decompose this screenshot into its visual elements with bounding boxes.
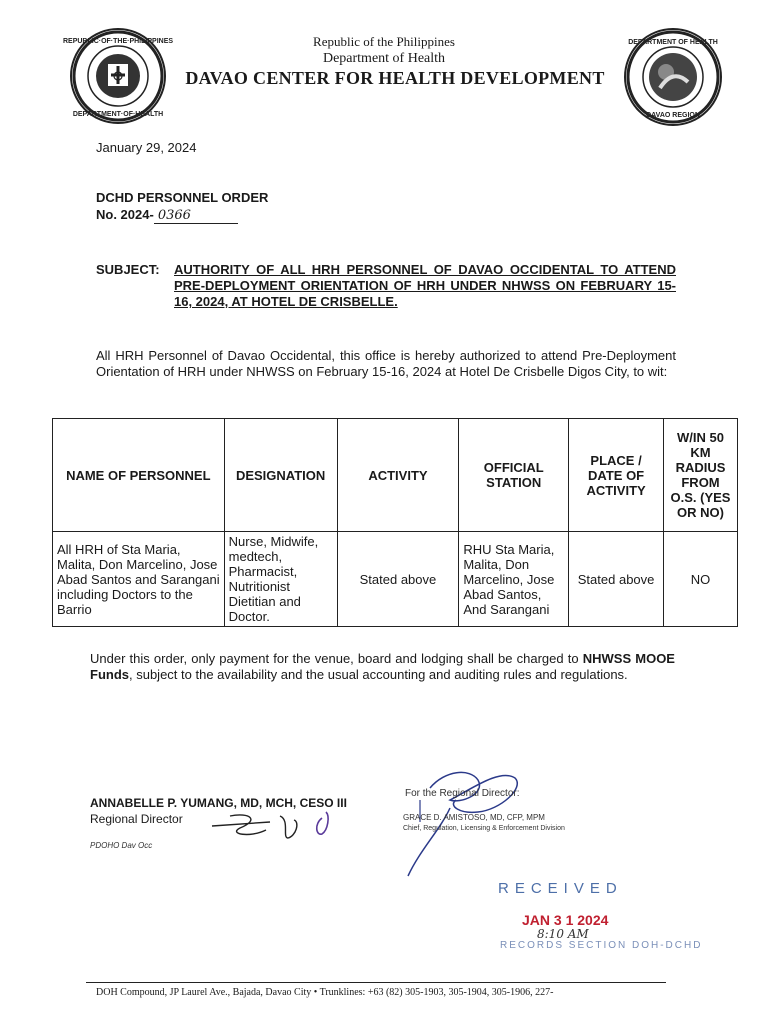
signatory-title: Regional Director — [90, 812, 183, 826]
received-stamp: RECEIVED — [498, 880, 623, 897]
cell-activity: Stated above — [337, 532, 459, 627]
order-number — [96, 207, 238, 224]
signing-officer-division: Chief, Regulation, Licensing & Enforcement Division — [403, 825, 565, 832]
cell-name: All HRH of Sta Maria, Malita, Don Marcelino, Jose Abad Santos and Sarangani including Doctors to the Barrio — [53, 532, 225, 627]
copy-furnished-note: PDOHO Dav Occ — [90, 841, 153, 850]
header-radius: W/IN 50 KM RADIUS FROM O.S. (YES OR NO) — [664, 419, 738, 532]
cell-radius: NO — [664, 532, 738, 627]
closing-paragraph — [90, 651, 675, 683]
header-official-station: OFFICIAL STATION — [459, 419, 569, 532]
subject-text: AUTHORITY OF ALL HRH PERSONNEL OF DAVAO OCCIDENTAL TO ATTEND PRE-DEPLOYMENT ORIENTATION OF HRH UNDER NHWSS ON FEBRUARY 15-16, 2024, AT HOTEL DE CRISBELLE. — [174, 262, 676, 309]
header-name-of-personnel: NAME OF PERSONNEL — [53, 419, 225, 532]
closing-text-1: Under this order, only payment for the venue, board and lodging shall be charged to — [90, 651, 583, 666]
received-stamp-time: 8:10 AM — [537, 927, 589, 941]
footer-address: DOH Compound, JP Laurel Ave., Bajada, Davao City • Trunklines: +63 (82) 305-1903, 305-1904, 305-1906, 227- — [96, 987, 554, 998]
svg-text:DEPARTMENT·OF·HEALTH: DEPARTMENT·OF·HEALTH — [72, 111, 164, 118]
table-row — [53, 532, 738, 627]
svg-text:REPUBLIC·OF·THE·PHILIPPINES: REPUBLIC·OF·THE·PHILIPPINES — [62, 38, 174, 45]
republic-line: Republic of the Philippines — [313, 34, 455, 49]
order-number-prefix: No. 2024- — [96, 207, 154, 222]
subject-label: SUBJECT: — [96, 262, 160, 277]
document-date: January 29, 2024 — [96, 140, 197, 155]
closing-text-2: , subject to the availability and the usual accounting and auditing rules and regulations. — [129, 667, 628, 682]
header-place-date: PLACE / DATE OF ACTIVITY — [569, 419, 664, 532]
footer-divider — [86, 982, 666, 983]
header-activity: ACTIVITY — [337, 419, 459, 532]
cell-place-date: Stated above — [569, 532, 664, 627]
for-regional-director-label: For the Regional Director: — [405, 788, 520, 799]
office-title: DAVAO CENTER FOR HEALTH DEVELOPMENT — [185, 68, 605, 88]
received-stamp-section: RECORDS SECTION DOH-DCHD — [500, 940, 703, 951]
intro-paragraph: All HRH Personnel of Davao Occidental, this office is hereby authorized to attend Pre-Deployment Orientation of HRH under NHWSS on February 15-16, 2024 at Hotel De Crisbelle Digos City, to wit: — [96, 348, 676, 379]
signatory-name: ANNABELLE P. YUMANG, MD, MCH, CESO III — [90, 796, 347, 810]
svg-text:DEPARTMENT OF HEALTH: DEPARTMENT OF HEALTH — [628, 39, 718, 46]
personnel-table — [52, 418, 738, 627]
cell-designation: Nurse, Midwife, medtech, Pharmacist, Nutritionist Dietitian and Doctor. — [224, 532, 337, 627]
received-stamp-date: JAN 3 1 2024 — [522, 912, 609, 928]
svg-text:DAVAO REGION: DAVAO REGION — [646, 112, 700, 119]
signing-officer-name: GRACE D. AMISTOSO, MD, CFP, MPM — [403, 813, 545, 822]
closing-fund-source: NHWSS MOOE Funds — [90, 651, 675, 682]
initials-signature — [210, 808, 340, 844]
cell-official-station: RHU Sta Maria, Malita, Don Marcelino, Jose Abad Santos, And Sarangani — [459, 532, 569, 627]
order-number-handwritten: 0366 — [154, 208, 238, 224]
order-title: DCHD PERSONNEL ORDER — [96, 190, 269, 205]
table-header-row — [53, 419, 738, 532]
department-line: Department of Health — [322, 51, 446, 66]
header-designation: DESIGNATION — [224, 419, 337, 532]
